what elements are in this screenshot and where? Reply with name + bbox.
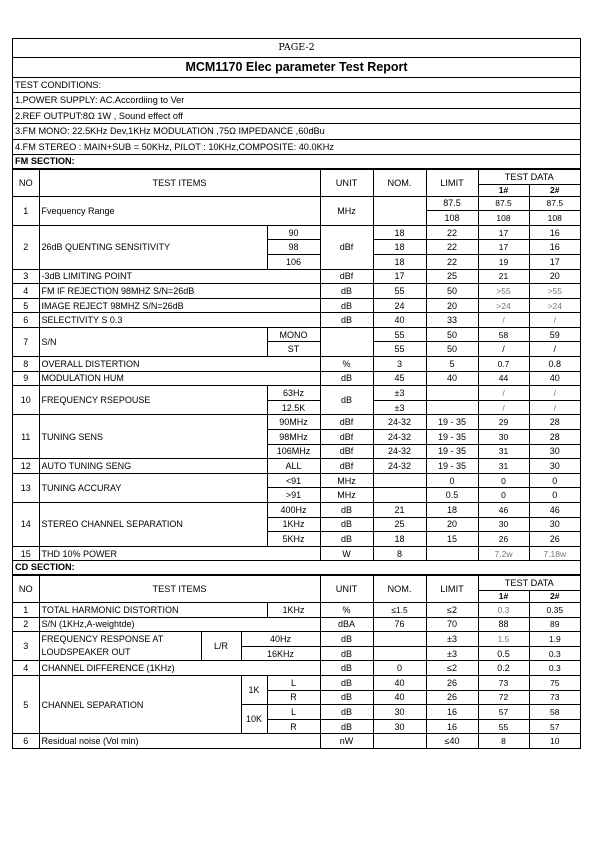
fm-section-heading: FM SECTION: — [13, 155, 580, 169]
row-limit: ±3 — [426, 646, 478, 661]
row-no: 5 — [13, 675, 39, 733]
row-sample-1: >55 — [478, 284, 529, 299]
header-test-items: TEST ITEMS — [39, 169, 320, 196]
table-row — [13, 386, 580, 401]
header-sample-2: 2# — [529, 184, 580, 196]
row-no: 5 — [13, 298, 39, 313]
row-sample-1: 0.7 — [478, 357, 529, 372]
row-nom: ±3 — [373, 400, 426, 415]
row-param: R — [267, 690, 320, 705]
row-limit: 15 — [426, 532, 478, 547]
table-row — [13, 313, 580, 328]
row-param: 98 — [267, 240, 320, 255]
row-sample-2: 58 — [529, 705, 580, 720]
header-no: NO — [13, 576, 39, 603]
row-param: L — [267, 675, 320, 690]
row-param: >91 — [267, 488, 320, 503]
condition-power: 1.POWER SUPPLY: AC.Accordiing to Ver — [13, 93, 580, 108]
row-sample-1: / — [478, 386, 529, 401]
table-row — [13, 734, 580, 749]
row-item: CHANNEL DIFFERENCE (1KHz) — [39, 661, 320, 676]
row-sample-2: 57 — [529, 719, 580, 734]
row-sample-2: 40 — [529, 371, 580, 386]
row-sample-2: 108 — [529, 211, 580, 226]
row-limit: 50 — [426, 284, 478, 299]
row-sample-2: 0.35 — [529, 602, 580, 617]
row-nom: 18 — [373, 240, 426, 255]
row-nom: ≤1.5 — [373, 602, 426, 617]
row-limit — [426, 400, 478, 415]
row-item: THD 10% POWER — [39, 546, 320, 561]
row-limit: 18 — [426, 503, 478, 518]
conditions-heading: TEST CONDITIONS: — [13, 78, 580, 93]
cd-section-heading: CD SECTION: — [13, 561, 580, 575]
row-no: 6 — [13, 313, 39, 328]
row-unit: dB — [320, 284, 373, 299]
row-item: S/N (1KHz,A-weightde) — [39, 617, 320, 632]
row-nom: 30 — [373, 705, 426, 720]
table-row — [13, 196, 580, 211]
row-sample-1: 8 — [478, 734, 529, 749]
row-group: 10K — [241, 705, 267, 734]
row-param: 98MHz — [267, 430, 320, 445]
row-item: FREQUENCY RSEPOUSE — [39, 386, 267, 415]
row-sample-2: 16 — [529, 240, 580, 255]
row-nom: 24-32 — [373, 415, 426, 430]
row-param: ST — [267, 342, 320, 357]
row-sample-1: 88 — [478, 617, 529, 632]
row-sample-2: 87.5 — [529, 196, 580, 211]
table-row — [13, 503, 580, 518]
row-nom: 40 — [373, 690, 426, 705]
row-item: TUNING ACCURAY — [39, 473, 267, 502]
row-nom: 0 — [373, 661, 426, 676]
row-item: FM IF REJECTION 98MHZ S/N=26dB — [39, 284, 320, 299]
row-nom: 45 — [373, 371, 426, 386]
row-unit: dB — [320, 313, 373, 328]
row-param: 90MHz — [267, 415, 320, 430]
fm-table — [13, 169, 580, 561]
row-limit: 50 — [426, 342, 478, 357]
row-item: MODULATION HUM — [39, 371, 320, 386]
row-nom — [373, 734, 426, 749]
row-limit: 5 — [426, 357, 478, 372]
row-sample-1: 58 — [478, 327, 529, 342]
row-unit: dB — [320, 690, 373, 705]
row-sample-2: 28 — [529, 430, 580, 445]
row-limit: 33 — [426, 313, 478, 328]
row-sample-2: 7.18w — [529, 546, 580, 561]
row-sample-1: 0.3 — [478, 602, 529, 617]
row-limit: 0 — [426, 473, 478, 488]
row-sample-1: 30 — [478, 517, 529, 532]
row-no: 10 — [13, 386, 39, 415]
row-sample-2: 75 — [529, 675, 580, 690]
row-sample-2: 30 — [529, 459, 580, 474]
row-nom: 24-32 — [373, 459, 426, 474]
table-row — [13, 357, 580, 372]
row-nom: ±3 — [373, 386, 426, 401]
fm-header-row — [13, 169, 580, 184]
row-no: 3 — [13, 632, 39, 661]
row-nom: 24-32 — [373, 444, 426, 459]
row-sample-2: 0 — [529, 473, 580, 488]
table-row — [13, 371, 580, 386]
row-nom — [373, 488, 426, 503]
row-channel: L/R — [201, 632, 241, 661]
row-no: 8 — [13, 357, 39, 372]
table-row — [13, 298, 580, 313]
row-sample-1: 29 — [478, 415, 529, 430]
row-sample-1: / — [478, 400, 529, 415]
row-limit: 16 — [426, 705, 478, 720]
row-limit: 19 - 35 — [426, 444, 478, 459]
row-sample-2: 0 — [529, 488, 580, 503]
row-nom: 18 — [373, 532, 426, 547]
row-limit: ±3 — [426, 632, 478, 647]
row-sample-1: / — [478, 342, 529, 357]
row-no: 13 — [13, 473, 39, 502]
table-row — [13, 632, 580, 647]
table-row — [13, 473, 580, 488]
row-limit: 20 — [426, 517, 478, 532]
row-limit: 26 — [426, 675, 478, 690]
row-sample-2: 46 — [529, 503, 580, 518]
row-unit: dB — [320, 675, 373, 690]
row-no: 2 — [13, 225, 39, 269]
row-limit: 19 - 35 — [426, 415, 478, 430]
row-sample-2: 10 — [529, 734, 580, 749]
row-unit: MHz — [320, 196, 373, 225]
row-param: 63Hz — [267, 386, 320, 401]
row-unit: W — [320, 546, 373, 561]
row-sample-2: 1.9 — [529, 632, 580, 647]
cd-header-row — [13, 576, 580, 591]
row-unit: dBf — [320, 225, 373, 269]
row-sample-1: 7.2w — [478, 546, 529, 561]
table-row — [13, 415, 580, 430]
row-no: 6 — [13, 734, 39, 749]
row-param: 40Hz — [241, 632, 320, 647]
row-unit — [320, 327, 373, 356]
row-sample-2: 89 — [529, 617, 580, 632]
row-nom: 25 — [373, 517, 426, 532]
cd-table — [13, 575, 580, 749]
table-row — [13, 459, 580, 474]
row-nom — [373, 646, 426, 661]
row-limit: 40 — [426, 371, 478, 386]
row-unit: MHz — [320, 473, 373, 488]
report-title: MCM1170 Elec parameter Test Report — [13, 58, 580, 78]
row-nom: 21 — [373, 503, 426, 518]
row-limit: 16 — [426, 719, 478, 734]
row-unit: dBf — [320, 444, 373, 459]
row-item — [39, 632, 201, 661]
row-unit: % — [320, 357, 373, 372]
row-sample-1: 44 — [478, 371, 529, 386]
row-sample-2: 26 — [529, 532, 580, 547]
table-row — [13, 602, 580, 617]
row-param: 106 — [267, 254, 320, 269]
table-row — [13, 675, 580, 690]
row-nom: 8 — [373, 546, 426, 561]
row-unit: dBf — [320, 269, 373, 284]
row-sample-2: 17 — [529, 254, 580, 269]
header-no: NO — [13, 169, 39, 196]
row-sample-2: / — [529, 342, 580, 357]
row-sample-2: 30 — [529, 444, 580, 459]
header-test-data: TEST DATA — [478, 169, 580, 184]
row-unit: nW — [320, 734, 373, 749]
row-nom: 24 — [373, 298, 426, 313]
row-limit: 50 — [426, 327, 478, 342]
row-limit: 108 — [426, 211, 478, 226]
row-nom — [373, 632, 426, 647]
row-sample-2: 30 — [529, 517, 580, 532]
row-param: 1KHz — [267, 602, 320, 617]
row-sample-1: 55 — [478, 719, 529, 734]
header-unit: UNIT — [320, 576, 373, 603]
row-param: <91 — [267, 473, 320, 488]
row-sample-1: 108 — [478, 211, 529, 226]
row-limit — [426, 546, 478, 561]
row-limit: 22 — [426, 225, 478, 240]
header-nom: NOM. — [373, 169, 426, 196]
row-param: MONO — [267, 327, 320, 342]
row-limit: 19 - 35 — [426, 430, 478, 445]
row-item: SELECTIVITY S 0.3 — [39, 313, 320, 328]
row-limit: 20 — [426, 298, 478, 313]
row-param: 1KHz — [267, 517, 320, 532]
header-test-items: TEST ITEMS — [39, 576, 320, 603]
table-row — [13, 225, 580, 240]
row-sample-2: 0.3 — [529, 646, 580, 661]
row-sample-2: 73 — [529, 690, 580, 705]
row-sample-1: 0 — [478, 473, 529, 488]
row-nom — [373, 473, 426, 488]
header-nom: NOM. — [373, 576, 426, 603]
header-limit: LIMIT — [426, 169, 478, 196]
row-item: CHANNEL SEPARATION — [39, 675, 241, 733]
row-limit: ≤2 — [426, 602, 478, 617]
row-nom — [373, 196, 426, 225]
row-no: 2 — [13, 617, 39, 632]
row-sample-1: 46 — [478, 503, 529, 518]
row-nom: 55 — [373, 284, 426, 299]
row-item: Fvequency Range — [39, 196, 320, 225]
page-number: PAGE-2 — [13, 39, 580, 58]
row-param: 5KHz — [267, 532, 320, 547]
row-nom: 55 — [373, 342, 426, 357]
row-limit: 0.5 — [426, 488, 478, 503]
row-item: S/N — [39, 327, 267, 356]
row-param: 90 — [267, 225, 320, 240]
row-sample-1: 21 — [478, 269, 529, 284]
row-item: TOTAL HARMONIC DISTORTION — [39, 602, 267, 617]
row-sample-2: / — [529, 313, 580, 328]
row-sample-1: 0 — [478, 488, 529, 503]
row-limit — [426, 386, 478, 401]
row-limit: ≤2 — [426, 661, 478, 676]
row-no: 14 — [13, 503, 39, 547]
condition-fm-stereo: 4.FM STEREO : MAIN+SUB = 50KHz, PILOT : 10KHz,COMPOSITE: 40.0KHz — [13, 140, 580, 155]
row-nom: 76 — [373, 617, 426, 632]
row-no: 9 — [13, 371, 39, 386]
row-sample-1: 1.5 — [478, 632, 529, 647]
row-unit: dB — [320, 632, 373, 647]
row-limit: 25 — [426, 269, 478, 284]
row-param: R — [267, 719, 320, 734]
row-sample-1: / — [478, 313, 529, 328]
table-row — [13, 617, 580, 632]
row-nom: 40 — [373, 675, 426, 690]
row-unit: % — [320, 602, 373, 617]
row-sample-2: / — [529, 400, 580, 415]
row-no: 4 — [13, 661, 39, 676]
row-unit: dBf — [320, 430, 373, 445]
row-no: 7 — [13, 327, 39, 356]
row-item: IMAGE REJECT 98MHZ S/N=26dB — [39, 298, 320, 313]
row-unit: dB — [320, 705, 373, 720]
row-sample-1: 0.5 — [478, 646, 529, 661]
row-sample-1: 30 — [478, 430, 529, 445]
row-sample-1: 31 — [478, 459, 529, 474]
header-unit: UNIT — [320, 169, 373, 196]
row-param: 12.5K — [267, 400, 320, 415]
header-limit: LIMIT — [426, 576, 478, 603]
row-sample-1: 19 — [478, 254, 529, 269]
table-row — [13, 284, 580, 299]
row-sample-1: 26 — [478, 532, 529, 547]
row-sample-2: 59 — [529, 327, 580, 342]
row-item-line-1: FREQUENCY RESPONSE AT — [41, 634, 164, 645]
row-sample-1: 57 — [478, 705, 529, 720]
row-sample-1: >24 — [478, 298, 529, 313]
table-row — [13, 661, 580, 676]
row-item: Residual noise (Vol min) — [39, 734, 320, 749]
row-group: 1K — [241, 675, 267, 704]
row-unit: dB — [320, 386, 373, 415]
row-item: STEREO CHANNEL SEPARATION — [39, 503, 267, 547]
table-row — [13, 546, 580, 561]
row-sample-2: 0.3 — [529, 661, 580, 676]
row-sample-1: 17 — [478, 225, 529, 240]
row-limit: 26 — [426, 690, 478, 705]
row-no: 1 — [13, 196, 39, 225]
table-row — [13, 327, 580, 342]
row-unit: dB — [320, 503, 373, 518]
row-unit: dB — [320, 719, 373, 734]
row-nom: 24-32 — [373, 430, 426, 445]
row-sample-2: >24 — [529, 298, 580, 313]
row-param: L — [267, 705, 320, 720]
row-sample-1: 17 — [478, 240, 529, 255]
row-limit: ≤40 — [426, 734, 478, 749]
row-sample-1: 72 — [478, 690, 529, 705]
row-limit: 70 — [426, 617, 478, 632]
row-param: 106MHz — [267, 444, 320, 459]
condition-output: 2.REF OUTPUT:8Ω 1W , Sound effect off — [13, 109, 580, 124]
row-item: OVERALL DISTERTION — [39, 357, 320, 372]
row-param: 400Hz — [267, 503, 320, 518]
row-limit: 22 — [426, 254, 478, 269]
row-nom: 3 — [373, 357, 426, 372]
row-nom: 18 — [373, 225, 426, 240]
row-sample-2: >55 — [529, 284, 580, 299]
row-sample-2: 20 — [529, 269, 580, 284]
row-nom: 30 — [373, 719, 426, 734]
row-limit: 87.5 — [426, 196, 478, 211]
row-no: 11 — [13, 415, 39, 459]
row-no: 12 — [13, 459, 39, 474]
row-unit: dB — [320, 661, 373, 676]
row-unit: dB — [320, 646, 373, 661]
row-no: 15 — [13, 546, 39, 561]
row-no: 3 — [13, 269, 39, 284]
header-sample-1: 1# — [478, 184, 529, 196]
row-limit: 19 - 35 — [426, 459, 478, 474]
row-nom: 40 — [373, 313, 426, 328]
row-nom: 55 — [373, 327, 426, 342]
row-unit: MHz — [320, 488, 373, 503]
row-sample-1: 31 — [478, 444, 529, 459]
row-sample-2: 16 — [529, 225, 580, 240]
row-sample-1: 73 — [478, 675, 529, 690]
row-unit: dBA — [320, 617, 373, 632]
row-unit: dB — [320, 532, 373, 547]
row-unit: dB — [320, 371, 373, 386]
header-test-data: TEST DATA — [478, 576, 580, 591]
row-param: 16KHz — [241, 646, 320, 661]
row-nom: 17 — [373, 269, 426, 284]
row-unit: dBf — [320, 459, 373, 474]
row-param: ALL — [267, 459, 320, 474]
row-item: TUNING SENS — [39, 415, 267, 459]
row-limit: 22 — [426, 240, 478, 255]
header-sample-2: 2# — [529, 590, 580, 602]
table-row — [13, 269, 580, 284]
report-sheet — [12, 38, 581, 749]
row-sample-1: 0.2 — [478, 661, 529, 676]
row-item: AUTO TUNING SENG — [39, 459, 267, 474]
row-item-line-2: LOUDSPEAKER OUT — [41, 647, 131, 658]
row-unit: dB — [320, 517, 373, 532]
row-unit: dBf — [320, 415, 373, 430]
row-sample-2: 28 — [529, 415, 580, 430]
row-no: 4 — [13, 284, 39, 299]
row-no: 1 — [13, 602, 39, 617]
row-sample-2: 0.8 — [529, 357, 580, 372]
row-unit: dB — [320, 298, 373, 313]
row-item: 26dB QUENTING SENSITIVITY — [39, 225, 267, 269]
row-sample-1: 87.5 — [478, 196, 529, 211]
row-nom: 18 — [373, 254, 426, 269]
header-sample-1: 1# — [478, 590, 529, 602]
condition-fm-mono: 3.FM MONO: 22.5KHz Dev,1KHz MODULATION ,75Ω IMPEDANCE ,60dBu — [13, 124, 580, 139]
row-sample-2: / — [529, 386, 580, 401]
row-item: -3dB LIMITING POINT — [39, 269, 320, 284]
